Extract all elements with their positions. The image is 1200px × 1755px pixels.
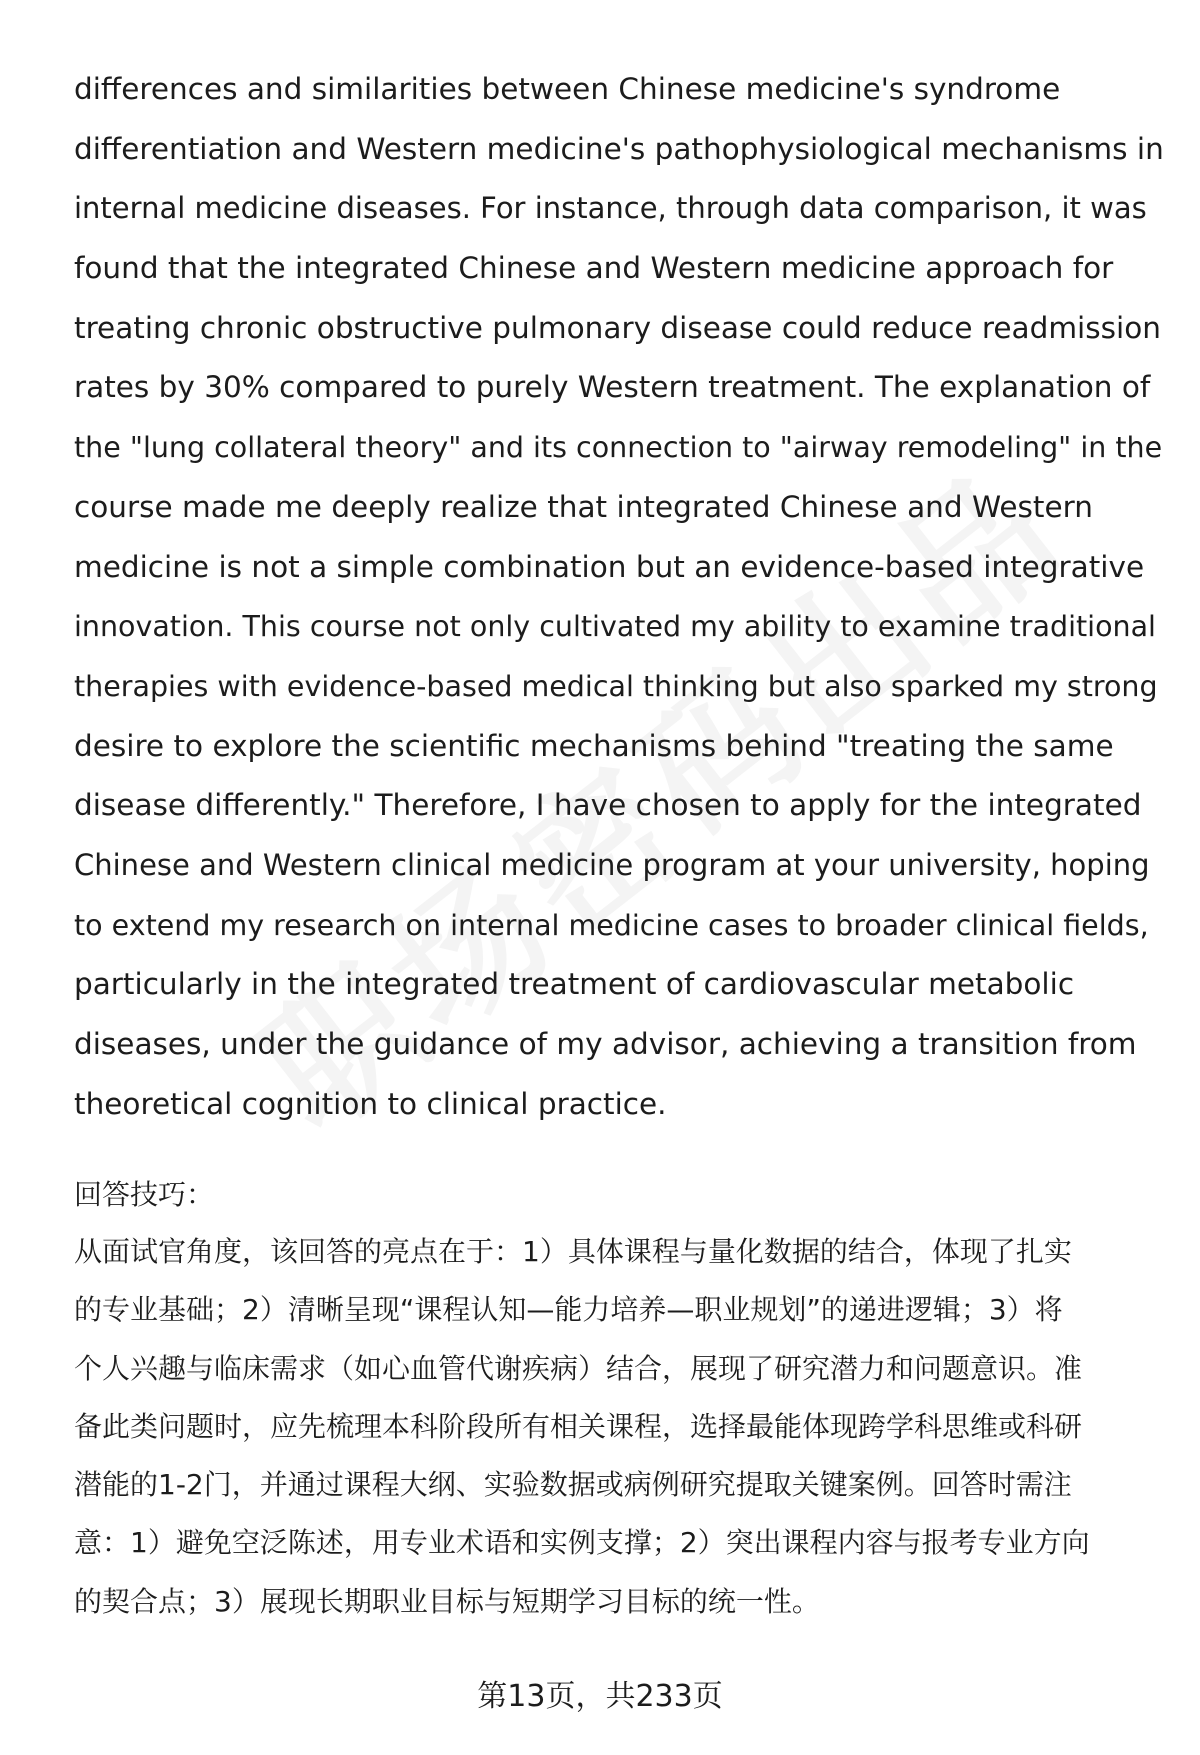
body-line: course made me deeply realize that integrated Chinese and Western — [74, 489, 1093, 524]
body-line: Chinese and Western clinical medicine program at your university, hoping — [74, 847, 1150, 882]
tips-line: 的专业基础；2）清晰呈现“课程认知—能力培养—职业规划”的递进逻辑；3）将 — [74, 1293, 1063, 1327]
body-line: internal medicine diseases. For instance, through data comparison, it was — [74, 191, 1147, 226]
body-line: to extend my research on internal medicine cases to broader clinical fields, — [74, 908, 1149, 942]
body-line: found that the integrated Chinese and Western medicine approach for — [74, 251, 1114, 286]
tips-paragraph — [74, 1223, 1164, 1631]
body-line: desire to explore the scientific mechanisms behind "treating the same — [74, 728, 1114, 763]
body-line: differentiation and Western medicine's pathophysiological mechanisms in — [74, 131, 1164, 166]
tips-line: 的契合点；3）展现长期职业目标与短期学习目标的统一性。 — [74, 1584, 820, 1618]
body-line: the "lung collateral theory" and its connection to "airway remodeling" in the — [74, 431, 1163, 465]
body-line: disease differently." Therefore, I have chosen to apply for the integrated — [74, 788, 1142, 823]
tips-line: 意：1）避免空泛陈述，用专业术语和实例支撑；2）突出课程内容与报考专业方向 — [74, 1526, 1090, 1560]
body-line: therapies with evidence-based medical thinking but also sparked my strong — [74, 669, 1158, 703]
page-number: 第13页，共233页 — [477, 1679, 723, 1714]
tips-heading: 回答技巧： — [74, 1178, 215, 1211]
body-line: rates by 30% compared to purely Western treatment. The explanation of — [74, 370, 1151, 405]
body-line: differences and similarities between Chinese medicine's syndrome — [74, 72, 1061, 106]
english-body-paragraph — [74, 60, 1164, 1134]
tips-line: 备此类问题时，应先梳理本科阶段所有相关课程，选择最能体现跨学科思维或科研 — [74, 1409, 1083, 1443]
tips-line: 从面试官角度，该回答的亮点在于：1）具体课程与量化数据的结合，体现了扎实 — [74, 1235, 1072, 1268]
body-line: particularly in the integrated treatment of cardiovascular metabolic — [74, 967, 1075, 1002]
body-line: medicine is not a simple combination but an evidence-based integrative — [74, 549, 1145, 584]
tips-line: 个人兴趣与临床需求（如心血管代谢疾病）结合，展现了研究潜力和问题意识。准 — [74, 1351, 1083, 1385]
body-line: innovation. This course not only cultivated my ability to examine traditional — [74, 610, 1156, 644]
body-line: theoretical cognition to clinical practice. — [74, 1086, 667, 1121]
body-line: treating chronic obstructive pulmonary disease could reduce readmission — [74, 310, 1161, 345]
body-line: diseases, under the guidance of my advisor, achieving a transition from — [74, 1027, 1137, 1061]
tips-line: 潜能的1-2门，并通过课程大纲、实验数据或病例研究提取关键案例。回答时需注 — [74, 1468, 1072, 1502]
